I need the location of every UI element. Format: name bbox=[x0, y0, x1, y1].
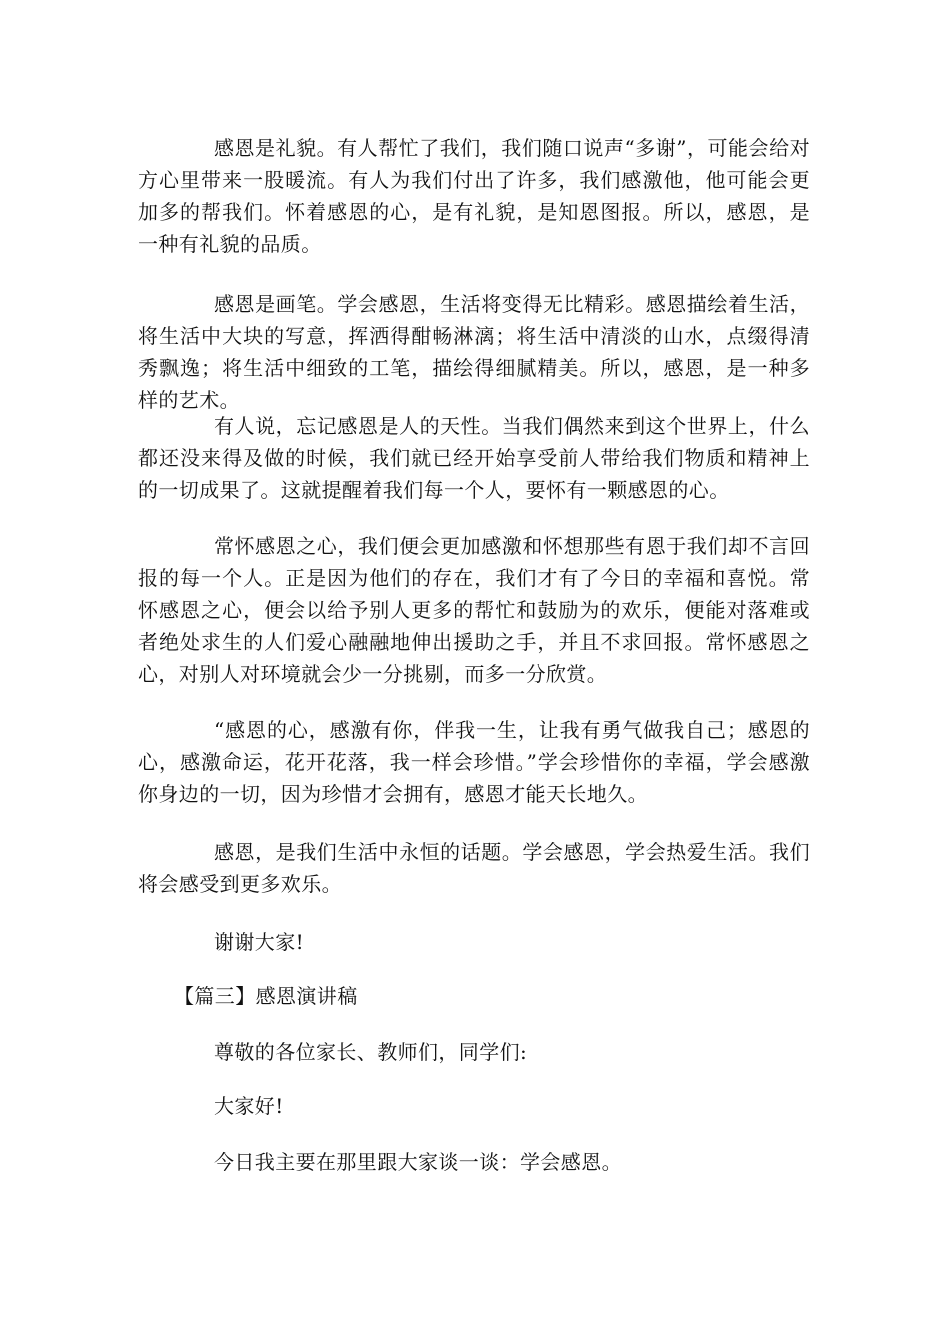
speech-topic: 今日我主要在那里跟大家谈一谈：学会感恩。 bbox=[214, 1150, 622, 1174]
greeting-hello: 大家好! bbox=[214, 1094, 284, 1118]
closing-thanks: 谢谢大家! bbox=[214, 930, 305, 954]
paragraph-gratitude-heart: 常怀感恩之心，我们便会更加感激和怀想那些有恩于我们却不言回报的每一个人。正是因为他们的存在，我们才有了今日的幸福和喜悦。常怀感恩之心，便会以给予别人更多的帮忙和鼓励为的欢乐，便能对落难或者绝处求生的人们爱心融融地伸出援助之手，并且不求回报。常怀感恩之心，对别人对环境就会少一分挑剔，而多一分欣赏。 bbox=[138, 534, 810, 686]
paragraph-nature: 有人说，忘记感恩是人的天性。当我们偶然来到这个世界上，什么都还没来得及做的时候，我们就已经开始享受前人带给我们物质和精神上的一切成果了。这就提醒着我们每一个人，要怀有一颗感恩的心。 bbox=[138, 414, 810, 502]
paragraph-brush: 感恩是画笔。学会感恩，生活将变得无比精彩。感恩描绘着生活，将生活中大块的写意，挥洒得酣畅淋漓；将生活中清淡的山水，点缀得清秀飘逸；将生活中细致的工笔，描绘得细腻精美。所以，感恩，是一种多样的艺术。 bbox=[138, 292, 810, 412]
paragraph-song-quote: “感恩的心，感激有你，伴我一生，让我有勇气做我自己；感恩的心，感激命运，花开花落，我一样会珍惜。”学会珍惜你的幸福，学会感激你身边的一切，因为珍惜才会拥有，感恩才能天长地久。 bbox=[138, 718, 810, 806]
salutation: 尊敬的各位家长、教师们，同学们: bbox=[214, 1040, 528, 1064]
paragraph-politeness: 感恩是礼貌。有人帮忙了我们，我们随口说声“多谢”，可能会给对方心里带来一股暖流。有人为我们付出了许多，我们感激他，他可能会更加多的帮我们。怀着感恩的心，是有礼貌，是知恩图报。所以，感恩，是一种有礼貌的品质。 bbox=[138, 136, 810, 256]
paragraph-eternal-topic: 感恩，是我们生活中永恒的话题。学会感恩，学会热爱生活。我们将会感受到更多欢乐。 bbox=[138, 840, 810, 896]
section-heading: 【篇三】感恩演讲稿 bbox=[174, 984, 358, 1008]
